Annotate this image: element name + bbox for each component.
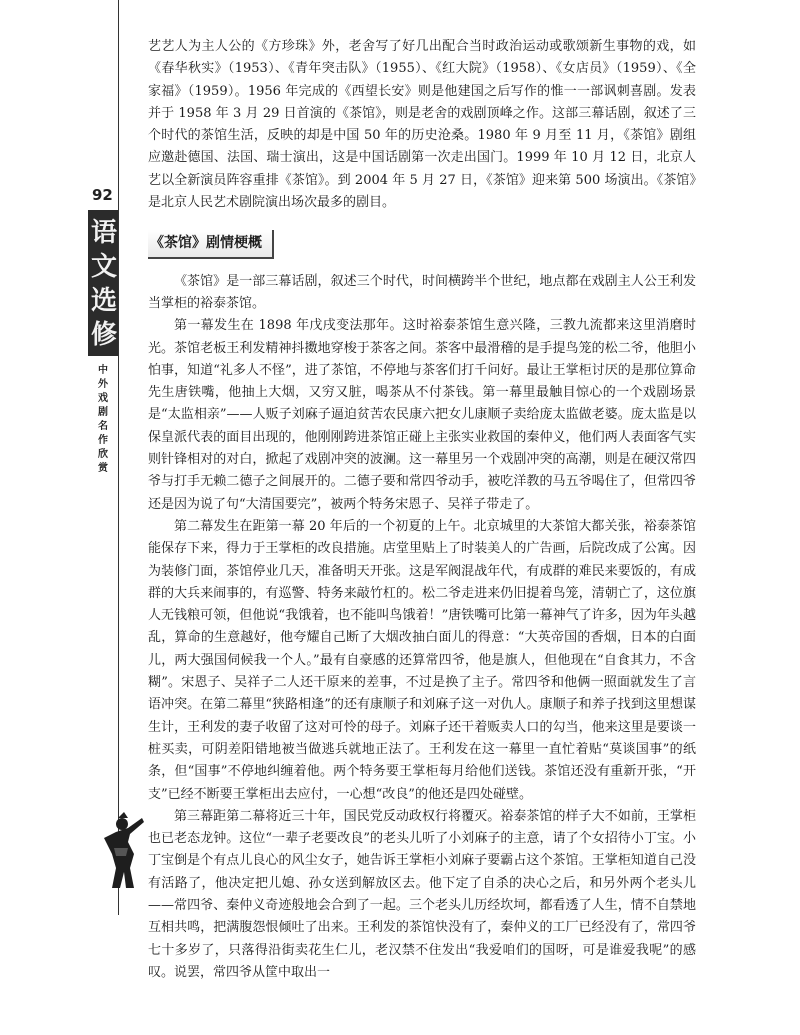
section-heading: 《茶馆》剧情梗概 <box>148 230 274 258</box>
warrior-figure-illustration <box>98 808 150 890</box>
series-char: 名 <box>98 421 108 432</box>
paragraph-summary: 《茶馆》是一部三幕话剧，叙述三个时代，时间横跨半个世纪，地点都在戏剧主人公王利发当掌柜的裕泰茶馆。 <box>148 273 696 311</box>
series-char: 戏 <box>98 393 108 404</box>
sidebar-title <box>90 216 118 352</box>
series-char: 剧 <box>98 407 108 418</box>
series-char: 外 <box>98 379 108 390</box>
series-char: 中 <box>98 365 108 376</box>
paragraph-act-three: 第三幕距第二幕将近三十年，国民党反动政权行将覆灭。裕泰茶馆的样子大不如前，王掌柜也已老态龙钟。这位“一辈子老要改良”的老头儿听了小刘麻子的主意，请了个女招待小丁宝。小丁宝倒是个有点儿良心的风尘女子，她告诉王掌柜小刘麻子要霸占这个茶馆。王掌柜知道自己没有活路了，他决定把儿媳、孙女送到解放区去。他下定了自杀的决心之后，和另外两个老头儿——常四爷、秦仲义奇迹般地会合到了一起。三个老头儿历经坎坷，都看透了人生，情不自禁地互相共鸣，把满腹怨恨倾吐了出来。王利发的茶馆快没有了，秦仲义的工厂已经没有了，常四爷七十多岁了，只落得沿街卖花生仁儿，老汉禁不住发出“我爱咱们的国呀，可是谁爱我呢”的感叹。说罢，常四爷从筐中取出一 <box>148 808 696 980</box>
series-title-vertical <box>94 364 112 476</box>
series-char: 赏 <box>98 463 108 474</box>
series-char: 欣 <box>98 449 108 460</box>
margin-rule <box>118 0 119 845</box>
intro-paragraph: 艺艺人为主人公的《方珍珠》外，老舍写了好几出配合当时政治运动或歌颂新生事物的戏，如《春华秋实》（1953）、《青年突击队》（1955）、《红大院》（1958）、《女店员》（1959）、《全家福》（1959）。1956 年完成的《西望长安》则是他建国之后写作的惟一一部讽刺喜剧。发表并于 1958 年 3 月 29 日首演的《茶馆》，则是老舍的戏剧顶峰之作。这部三幕话剧，叙述了三个时代的茶馆生活，反映的却是中国 50 年的历史沧桑。1980 年 9 月至 11 月，《茶馆》剧组应邀赴德国、法国、瑞士演出，这是中国话剧第一次走出国门。1999 年 10 月 12 日，北京人艺以全新演员阵容重排《茶馆》。到 2004 年 5 月 27 日，《茶馆》迎来第 500 场演出。《茶馆》是北京人民艺术剧院演出场次最多的剧目。 <box>148 39 696 211</box>
page-number: 92 <box>92 186 113 204</box>
paragraph-act-two: 第二幕发生在距第一幕 20 年后的一个初夏的上午。北京城里的大茶馆大都关张，裕泰茶馆能保存下来，得力于王掌柜的改良措施。店堂里贴上了时装美人的广告画，后院改成了公寓。因为装修门面，茶馆停业几天，准备明天开张。这是军阀混战年代，有成群的难民来要饭的，有成群的大兵来闹事的，有巡警、特务来敲竹杠的。松二爷走进来仍旧提着鸟笼，清朝亡了，这位旗人无钱粮可领，但他说“我饿着，也不能叫鸟饿着！”唐铁嘴可比第一幕神气了许多，因为年头越乱，算命的生意越好，他夸耀自己断了大烟改抽白面儿的得意：“大英帝国的香烟，日本的白面儿，两大强国伺候我一个人。”最有自豪感的还算常四爷，他是旗人，但他现在“自食其力，不含糊”。宋恩子、吴祥子二人还干原来的差事，不过是换了主子。常四爷和他俩一照面就发生了言语冲突。在第二幕里“狭路相逢”的还有康顺子和刘麻子这一对仇人。康顺子和养子找到这里想谋生计，王利发的妻子收留了这对可怜的母子。刘麻子还干着贩卖人口的勾当，他来这里是要谈一桩买卖，可阴差阳错地被当做逃兵就地正法了。王利发在这一幕里一直忙着贴“莫谈国事”的纸条，但“国事”不停地纠缠着他。两个特务要王掌柜每月给他们送钱。茶馆还没有重新开张，“开支”已经不断要王掌柜出去应付，一心想“改良”的他还是四处碰壁。 <box>148 518 696 802</box>
sidebar-title-char: 语 <box>90 218 117 248</box>
body-text <box>148 36 696 984</box>
sidebar-title-char: 修 <box>90 320 117 350</box>
series-char: 作 <box>98 435 108 446</box>
sidebar-title-char: 文 <box>90 252 117 282</box>
paragraph-act-one: 第一幕发生在 1898 年戊戌变法那年。这时裕泰茶馆生意兴隆，三教九流都来这里消磨时光。茶馆老板王利发精神抖擞地穿梭于茶客之间。茶客中最滑稽的是手提鸟笼的松二爷，他胆小怕事，知道“礼多人不怪”，进了茶馆，不停地与茶客们打千问好。最让王掌柜讨厌的是那位算命先生唐铁嘴，他抽上大烟，又穷又脏，喝茶从不付茶钱。第一幕里最触目惊心的一个戏剧场景是“太监相亲”——人贩子刘麻子逼迫贫苦农民康六把女儿康顺子卖给庞太监做老婆。庞太监是以保皇派代表的面目出现的，他刚刚跨进茶馆正碰上主张实业救国的秦仲义，他们两人表面客气实则针锋相对的对白，掀起了戏剧冲突的波澜。这一幕里另一个戏剧冲突的高潮，则是在硬汉常四爷与打手无赖二德子之间展开的。二德子要和常四爷动手，被吃洋教的马五爷喝住了，但常四爷还是因为说了句“大清国要完”，被两个特务宋恩子、吴祥子带走了。 <box>148 318 696 512</box>
sidebar-title-char: 选 <box>90 286 117 316</box>
